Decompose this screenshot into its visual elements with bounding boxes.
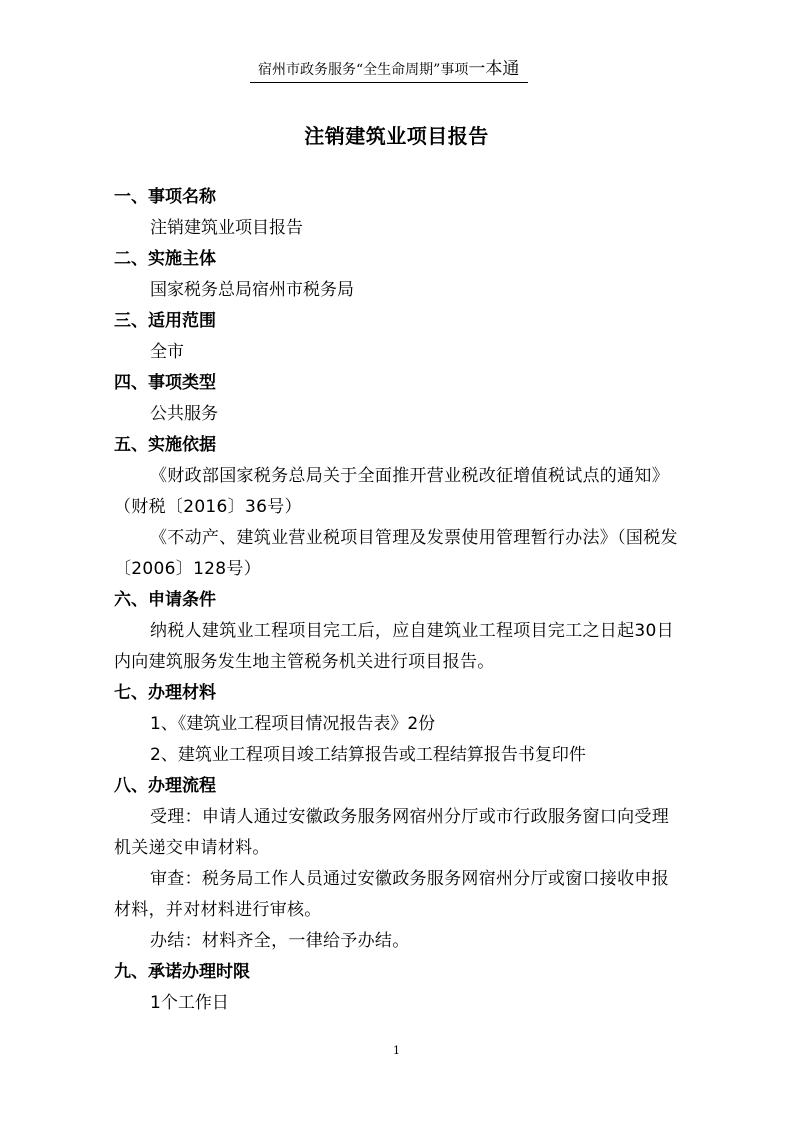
header-suffix: 一本通 xyxy=(468,59,520,79)
document-title: 注销建筑业项目报告 xyxy=(304,124,489,148)
conditions-paragraph: 纳税人建筑业工程项目完工后，应自建筑业工程项目完工之日起30日内向建筑服务发生地主管税务机关进行项目报告。 xyxy=(114,621,674,672)
item-type-text: 公共服务 xyxy=(150,404,218,424)
materials-list-item: 1、《建筑业工程项目情况报告表》2份 xyxy=(150,714,436,734)
section-heading-item-type: 四、事项类型 xyxy=(114,373,216,393)
header-prefix: 宿州市政务服务“全生命周期”事项 xyxy=(258,62,469,78)
section-heading-implementer: 二、实施主体 xyxy=(114,249,216,269)
materials-list-item: 2、建筑业工程项目竣工结算报告或工程结算报告书复印件 xyxy=(150,745,586,765)
section-heading-process: 八、办理流程 xyxy=(114,776,216,796)
legal-basis-paragraph: 《不动产、建筑业营业税项目管理及发票使用管理暂行办法》（国税发〔2006〕128号） xyxy=(114,528,678,579)
time-limit-text: 1个工作日 xyxy=(150,993,229,1013)
section-heading-legal-basis: 五、实施依据 xyxy=(114,435,216,455)
section-heading-time-limit: 九、承诺办理时限 xyxy=(114,962,250,982)
document-body xyxy=(114,182,684,1019)
process-step-complete: 办结：材料齐全，一律给予办结。 xyxy=(150,931,410,951)
scope-text: 全市 xyxy=(150,342,184,362)
page-number: 1 xyxy=(393,1044,400,1057)
header-underline xyxy=(250,82,528,83)
section-heading-conditions: 六、申请条件 xyxy=(114,590,216,610)
implementer-text: 国家税务总局宿州市税务局 xyxy=(150,280,354,300)
legal-basis-paragraph: 《财政部国家税务总局关于全面推开营业税改征增值税试点的通知》（财税〔2016〕36号） xyxy=(114,466,669,517)
running-header xyxy=(258,60,519,79)
process-step-review: 审查：税务局工作人员通过安徽政务服务网宿州分厅或窗口接收申报材料，并对材料进行审核。 xyxy=(114,869,669,920)
section-heading-item-name: 一、事项名称 xyxy=(114,187,216,207)
item-name-text: 注销建筑业项目报告 xyxy=(150,218,303,238)
section-heading-materials: 七、办理材料 xyxy=(114,683,216,703)
section-heading-scope: 三、适用范围 xyxy=(114,311,216,331)
process-step-accept: 受理：申请人通过安徽政务服务网宿州分厅或市行政服务窗口向受理机关递交申请材料。 xyxy=(114,807,669,858)
